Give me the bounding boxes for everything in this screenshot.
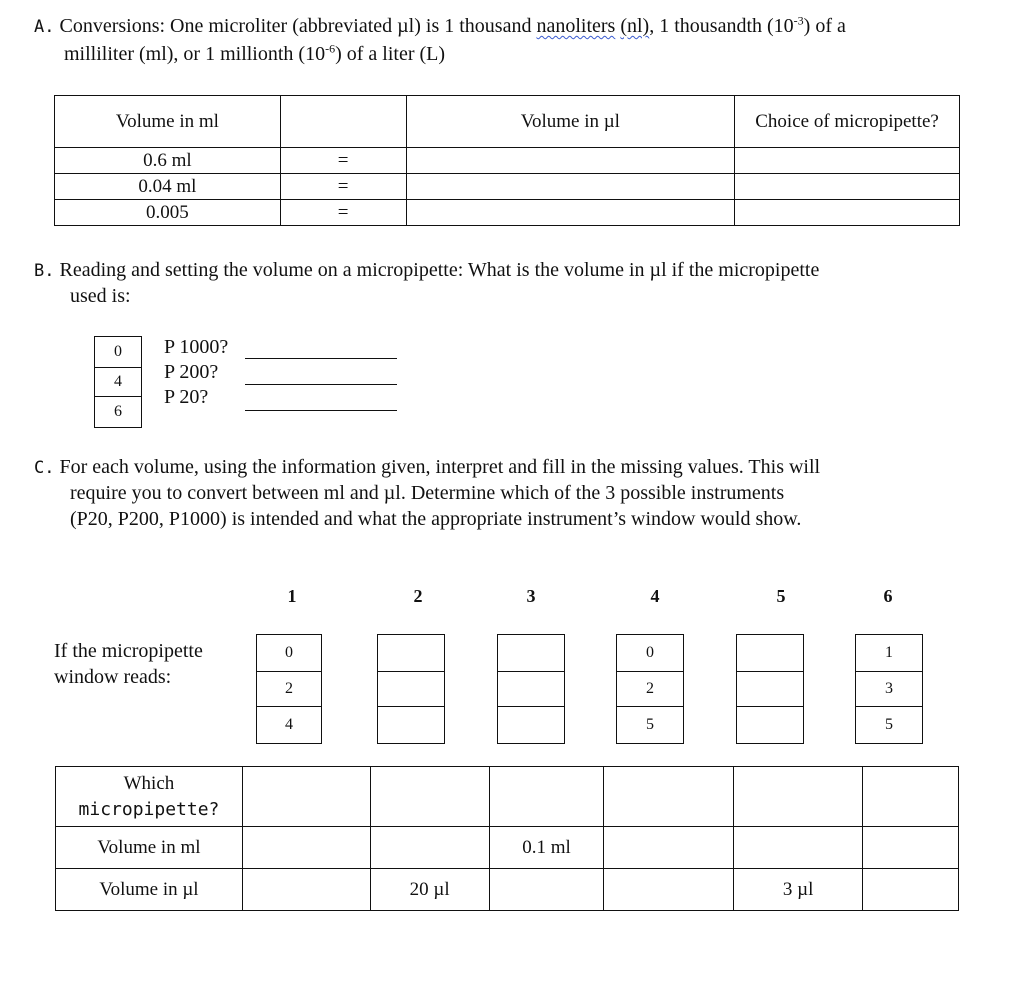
cell-eq-2: =: [280, 174, 406, 200]
window-6-digit-2: 3: [856, 671, 922, 707]
section-c-line3: (P20, P200, P1000) is intended and what the appropriate instrument’s window would show.: [70, 508, 802, 530]
column-number-2: 2: [413, 586, 423, 606]
section-c-line2: require you to convert between ml and µl. Determine which of the 3 possible instruments: [70, 482, 785, 504]
section-a-line2-pre: milliliter (ml), or 1 millionth (10: [64, 43, 326, 65]
window-label: [54, 638, 203, 690]
window-3[interactable]: [497, 634, 565, 744]
section-a-line1-end: ) of a: [803, 15, 846, 37]
window-2-digit-2[interactable]: [378, 671, 444, 707]
column-number-1: 1: [287, 586, 297, 606]
cell-ml-col-5[interactable]: [734, 827, 863, 869]
section-a-text: [34, 13, 994, 40]
header-blank: [280, 96, 406, 148]
cell-choice-3[interactable]: [735, 200, 960, 226]
cell-ml-col-3: 0.1 ml: [489, 827, 604, 869]
window-5-digit-3[interactable]: [737, 707, 803, 743]
window-2[interactable]: [377, 634, 445, 744]
answer-line-p200[interactable]: [245, 384, 397, 385]
column-number-4: 4: [650, 586, 660, 606]
window-3-digit-2[interactable]: [498, 671, 564, 707]
cell-ul-2[interactable]: [406, 174, 735, 200]
pipette-table: [55, 766, 959, 911]
window-1-digit-1: 0: [285, 643, 293, 661]
row-label-which: Which: [123, 772, 175, 794]
dial-digit-3: 6: [114, 402, 122, 420]
cell-ml-1: 0.6 ml: [55, 148, 281, 174]
cell-pipette-1[interactable]: [242, 767, 370, 827]
micropipette-dial: [94, 336, 142, 428]
cell-eq-3: =: [280, 200, 406, 226]
question-p1000: P 1000?: [164, 336, 229, 358]
cell-pipette-3[interactable]: [489, 767, 604, 827]
row-label-volume-ml: Volume in ml: [56, 827, 243, 869]
cell-ml-3: 0.005: [55, 200, 281, 226]
window-3-digit-1[interactable]: [498, 635, 564, 671]
cell-ul-1[interactable]: [406, 148, 735, 174]
window-2-digit-1[interactable]: [378, 635, 444, 671]
section-a-label: A.: [34, 17, 55, 37]
section-a-line2: [64, 41, 445, 67]
window-label-line2: window reads:: [54, 666, 172, 688]
cell-ul-col-1[interactable]: [242, 869, 370, 911]
cell-choice-2[interactable]: [735, 174, 960, 200]
window-4-digit-1: 0: [646, 643, 654, 661]
section-b-line1: Reading and setting the volume on a micropipette: What is the volume in µl if the micropipette: [59, 259, 820, 281]
window-6-digit-3: 5: [885, 715, 893, 733]
window-5-digit-2[interactable]: [737, 671, 803, 707]
column-number-6: 6: [883, 586, 893, 606]
window-5[interactable]: [736, 634, 804, 744]
window-4-digit-3: 5: [646, 715, 654, 733]
cell-choice-1[interactable]: [735, 148, 960, 174]
nanoliters-word: nanoliters: [536, 15, 616, 37]
cell-pipette-2[interactable]: [370, 767, 489, 827]
section-a-line1-post: , 1 thousandth (10: [649, 15, 794, 37]
window-5-digit-1[interactable]: [737, 635, 803, 671]
cell-ul-col-3[interactable]: [489, 869, 604, 911]
section-c-text: [34, 454, 994, 481]
answer-line-p1000[interactable]: [245, 358, 397, 359]
window-3-digit-3[interactable]: [498, 707, 564, 743]
answer-line-p20[interactable]: [245, 410, 397, 411]
window-1-digit-2: 2: [257, 671, 321, 707]
cell-pipette-6[interactable]: [863, 767, 959, 827]
header-choice: Choice of micropipette?: [735, 96, 960, 148]
cell-ml-col-2[interactable]: [370, 827, 489, 869]
cell-eq-1: =: [280, 148, 406, 174]
column-number-5: 5: [776, 586, 786, 606]
cell-ml-col-4[interactable]: [604, 827, 734, 869]
cell-pipette-5[interactable]: [734, 767, 863, 827]
cell-pipette-4[interactable]: [604, 767, 734, 827]
dial-digit-2: 4: [95, 367, 141, 397]
row-label-which-pipette: [56, 767, 243, 827]
cell-ul-col-2: 20 µl: [370, 869, 489, 911]
section-b-label: B.: [34, 261, 55, 281]
row-label-micropipette: micropipette?: [78, 798, 220, 820]
section-b-line2: used is:: [70, 285, 131, 307]
cell-ul-col-6[interactable]: [863, 869, 959, 911]
cell-ml-col-6[interactable]: [863, 827, 959, 869]
question-p200: P 200?: [164, 361, 219, 383]
dial-digit-1: 0: [114, 342, 122, 360]
exponent-neg3: -3: [793, 13, 804, 28]
section-c-line1: For each volume, using the information given, interpret and fill in the missing values. This will: [59, 456, 821, 478]
window-4-digit-2: 2: [617, 671, 683, 707]
window-label-line1: If the micropipette: [54, 640, 203, 662]
window-6-digit-1: 1: [885, 643, 893, 661]
section-a-line1: Conversions: One microliter (abbreviated µl) is 1 thousand: [59, 15, 537, 37]
window-1-digit-3: 4: [285, 715, 293, 733]
question-p20: P 20?: [164, 386, 209, 408]
header-volume-ml: Volume in ml: [55, 96, 281, 148]
column-number-3: 3: [526, 586, 536, 606]
cell-ul-col-5: 3 µl: [734, 869, 863, 911]
section-a-line2-end: ) of a liter (L): [335, 43, 446, 65]
window-2-digit-3[interactable]: [378, 707, 444, 743]
row-label-volume-ul: Volume in µl: [56, 869, 243, 911]
cell-ml-col-1[interactable]: [242, 827, 370, 869]
cell-ml-2: 0.04 ml: [55, 174, 281, 200]
window-6: [855, 634, 923, 744]
conversion-table: [54, 95, 960, 226]
cell-ul-col-4[interactable]: [604, 869, 734, 911]
section-b-text: [34, 257, 994, 284]
section-c-label: C.: [34, 458, 55, 478]
cell-ul-3[interactable]: [406, 200, 735, 226]
window-4: [616, 634, 684, 744]
window-1: [256, 634, 322, 744]
nl-abbrev: (nl): [620, 15, 650, 37]
header-volume-ul: Volume in µl: [406, 96, 735, 148]
exponent-neg6: -6: [325, 41, 336, 56]
